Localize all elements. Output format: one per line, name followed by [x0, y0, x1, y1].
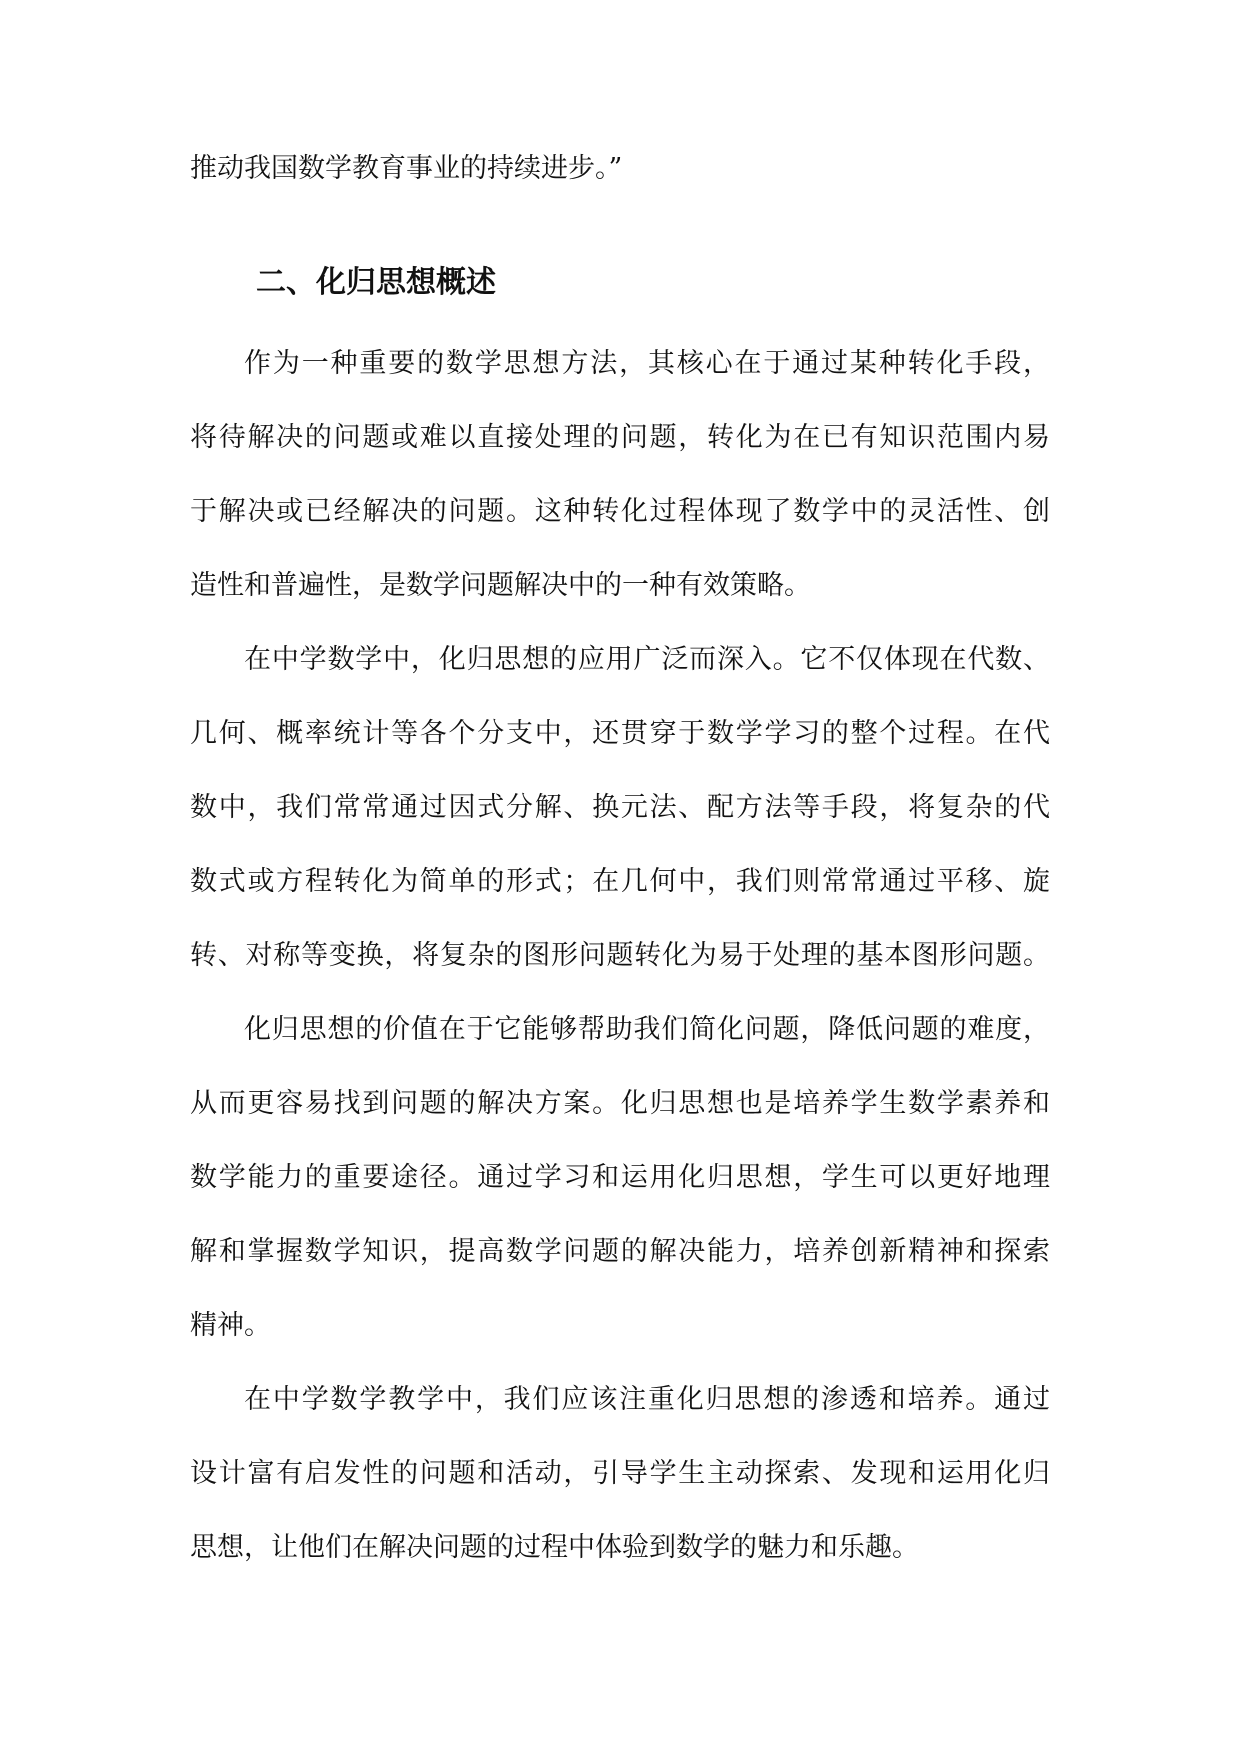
paragraph-line: 在中学数学教学中，我们应该注重化归思想的渗透和培养。通过	[244, 1384, 1050, 1415]
paragraph-line: 于解决或已经解决的问题。这种转化过程体现了数学中的灵活性、创	[190, 496, 1050, 527]
carryover-line: 推动我国数学教育事业的持续进步。”	[190, 153, 623, 184]
paragraph-line: 在中学数学中，化归思想的应用广泛而深入。它不仅体现在代数、	[244, 644, 1050, 675]
paragraph-line: 造性和普遍性，是数学问题解决中的一种有效策略。	[190, 570, 811, 601]
paragraph-line: 化归思想的价值在于它能够帮助我们简化问题，降低问题的难度，	[244, 1014, 1050, 1045]
paragraph-line: 思想，让他们在解决问题的过程中体验到数学的魅力和乐趣。	[190, 1532, 919, 1563]
paragraph-line: 数学能力的重要途径。通过学习和运用化归思想，学生可以更好地理	[190, 1162, 1050, 1193]
paragraph-line: 将待解决的问题或难以直接处理的问题，转化为在已有知识范围内易	[190, 422, 1050, 453]
paragraph-line: 设计富有启发性的问题和活动，引导学生主动探索、发现和运用化归	[190, 1458, 1050, 1489]
paragraph-line: 从而更容易找到问题的解决方案。化归思想也是培养学生数学素养和	[190, 1088, 1050, 1119]
paragraph-line: 几何、概率统计等各个分支中，还贯穿于数学学习的整个过程。在代	[190, 718, 1050, 749]
paragraph-line: 精神。	[190, 1310, 271, 1341]
section-heading: 二、化归思想概述	[256, 265, 496, 300]
paragraph-line: 数式或方程转化为简单的形式；在几何中，我们则常常通过平移、旋	[190, 866, 1050, 897]
paragraph-line: 转、对称等变换，将复杂的图形问题转化为易于处理的基本图形问题。	[190, 940, 1050, 971]
paragraph-line: 作为一种重要的数学思想方法，其核心在于通过某种转化手段，	[244, 348, 1050, 379]
paragraph-line: 数中，我们常常通过因式分解、换元法、配方法等手段，将复杂的代	[190, 792, 1050, 823]
paragraph-line: 解和掌握数学知识，提高数学问题的解决能力，培养创新精神和探索	[190, 1236, 1050, 1267]
